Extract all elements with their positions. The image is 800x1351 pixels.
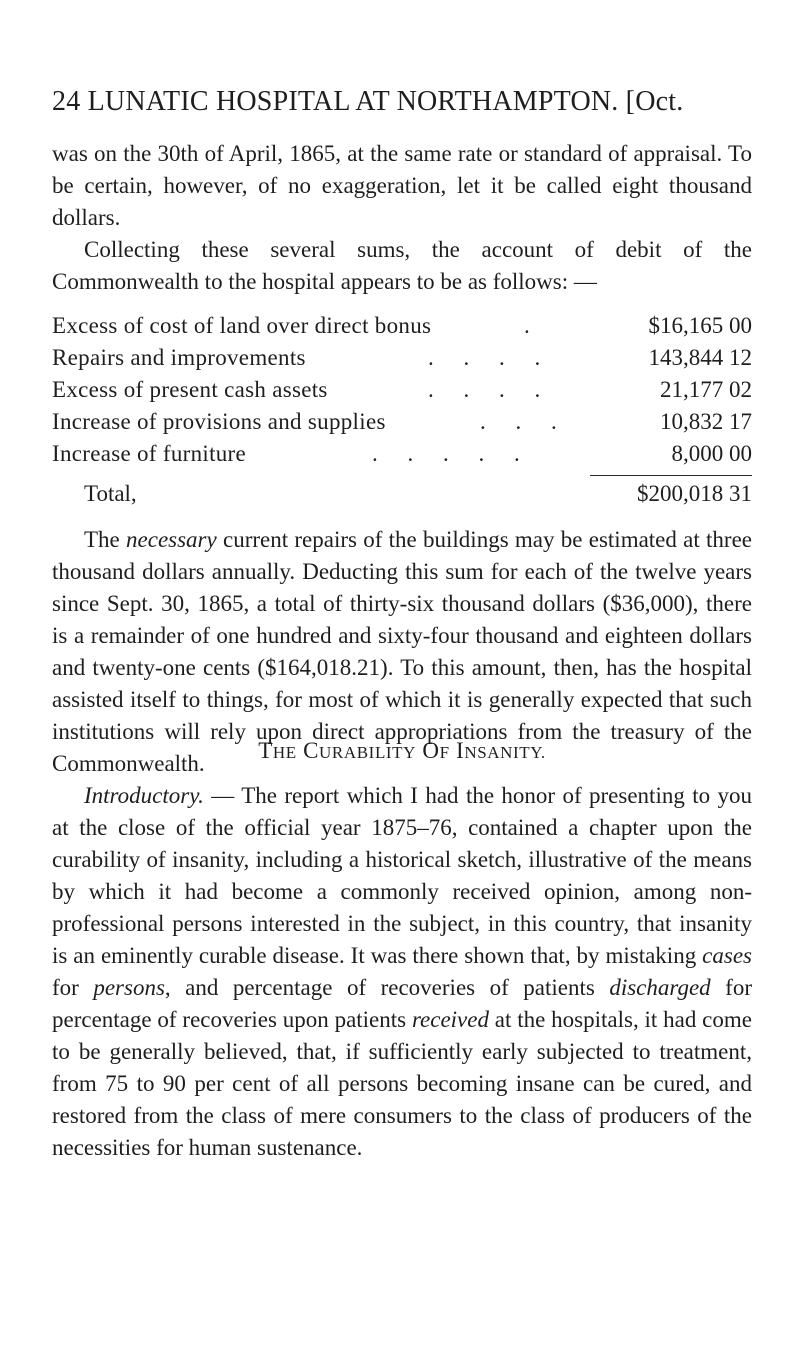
- ledger-row-amount: 8,000 00: [671, 441, 752, 466]
- ledger-row: [52, 310, 752, 342]
- emphasis-discharged: discharged: [609, 975, 711, 1000]
- ledger-row: [52, 406, 752, 438]
- sum-rule: [590, 475, 752, 476]
- ledger-row-description: Repairs and improvements: [52, 345, 306, 370]
- debit-account-table: [52, 310, 752, 470]
- ledger-row-leader-dots: . . .: [480, 409, 569, 434]
- ledger-row-leader-dots: . . . . .: [372, 441, 532, 466]
- ledger-row-description: Excess of present cash assets: [52, 377, 328, 402]
- ledger-row: [52, 342, 752, 374]
- ledger-row-amount: 143,844 12: [648, 345, 752, 370]
- emphasis-persons: persons: [93, 975, 165, 1000]
- intro-part-2: for: [52, 975, 94, 1000]
- emphasis-received: received: [411, 1007, 489, 1032]
- section-heading-text: THE CURABILITY OF INSANITY.: [258, 738, 546, 763]
- section-heading: [52, 738, 752, 764]
- ledger-row-leader-dots: . . . .: [428, 377, 553, 402]
- lead-introductory: Introductory.: [84, 783, 204, 808]
- introductory-text: [52, 780, 752, 1164]
- intro-part-3: , and percentage of recoveries of patients: [164, 975, 610, 1000]
- paragraph-repairs-body: current repairs of the buildings may be estimated at three thousand dollars annually. Deducting this sum for each of the twelve years since Sept. 30, 1865, a total of thirty-six thousand dollars ($36,000), there is a remainder of one hundred and sixty-four thousand and eighteen dollars and twenty-one cents ($164,018.21). To this amount, then, has the hospital assisted itself to things, for most of which it is generally expected that such institutions will rely upon direct appropriations from the treasury of the Commonwealth.: [52, 527, 752, 776]
- intro-part-1: — The report which I had the honor of presenting to you at the close of the official year 1875–76, contained a chapter upon the curability of insanity, including a historical sketch, illustrative of the means by which it had become a commonly received opinion, among non-professional persons interested in the subject, in this country, that insanity is an eminently curable disease. It was there shown that, by mistaking: [52, 783, 752, 968]
- paragraph-repairs-lead: The: [84, 527, 127, 552]
- ledger-row-amount: 21,177 02: [660, 377, 752, 402]
- intro-part-4: for percentage of recoveries upon patients: [52, 975, 752, 1032]
- ledger-row: [52, 374, 752, 406]
- total-label: Total,: [84, 481, 137, 506]
- running-header: 24 LUNATIC HOSPITAL AT NORTHAMPTON. [Oct.: [52, 86, 684, 117]
- total-amount: $200,018 31: [637, 481, 752, 506]
- intro-part-5: at the hospitals, it had come to be generally believed, that, if sufficiently early subjected to treatment, from 75 to 90 per cent of all persons becoming insane can be cured, and restored from the class of mere consumers to the class of producers of the necessities for human sustenance.: [52, 1007, 752, 1160]
- ledger-row-amount: 10,832 17: [660, 409, 752, 434]
- paragraph-continuation: was on the 30th of April, 1865, at the same rate or standard of appraisal. To be certain, however, of no exaggeration, let it be called eight thousand dollars.: [52, 141, 752, 230]
- emphasis-necessary: necessary: [126, 527, 217, 552]
- emphasis-cases: cases: [702, 943, 752, 968]
- ledger-row: [52, 438, 752, 470]
- ledger-row-leader-dots: .: [524, 313, 542, 338]
- ledger-row-description: Increase of provisions and supplies: [52, 409, 386, 434]
- ledger-row-leader-dots: . . . .: [428, 345, 553, 370]
- ledger-row-amount: $16,165 00: [648, 313, 752, 338]
- paragraph-introductory: [52, 780, 752, 1164]
- ledger-row-description: Excess of cost of land over direct bonus: [52, 313, 432, 338]
- opening-text: [52, 138, 752, 298]
- paragraph-collecting: Collecting these several sums, the account of debit of the Commonwealth to the hospital appears to be as follows: —: [52, 237, 752, 294]
- ledger-total-row: [52, 478, 752, 510]
- ledger-row-description: Increase of furniture: [52, 441, 247, 466]
